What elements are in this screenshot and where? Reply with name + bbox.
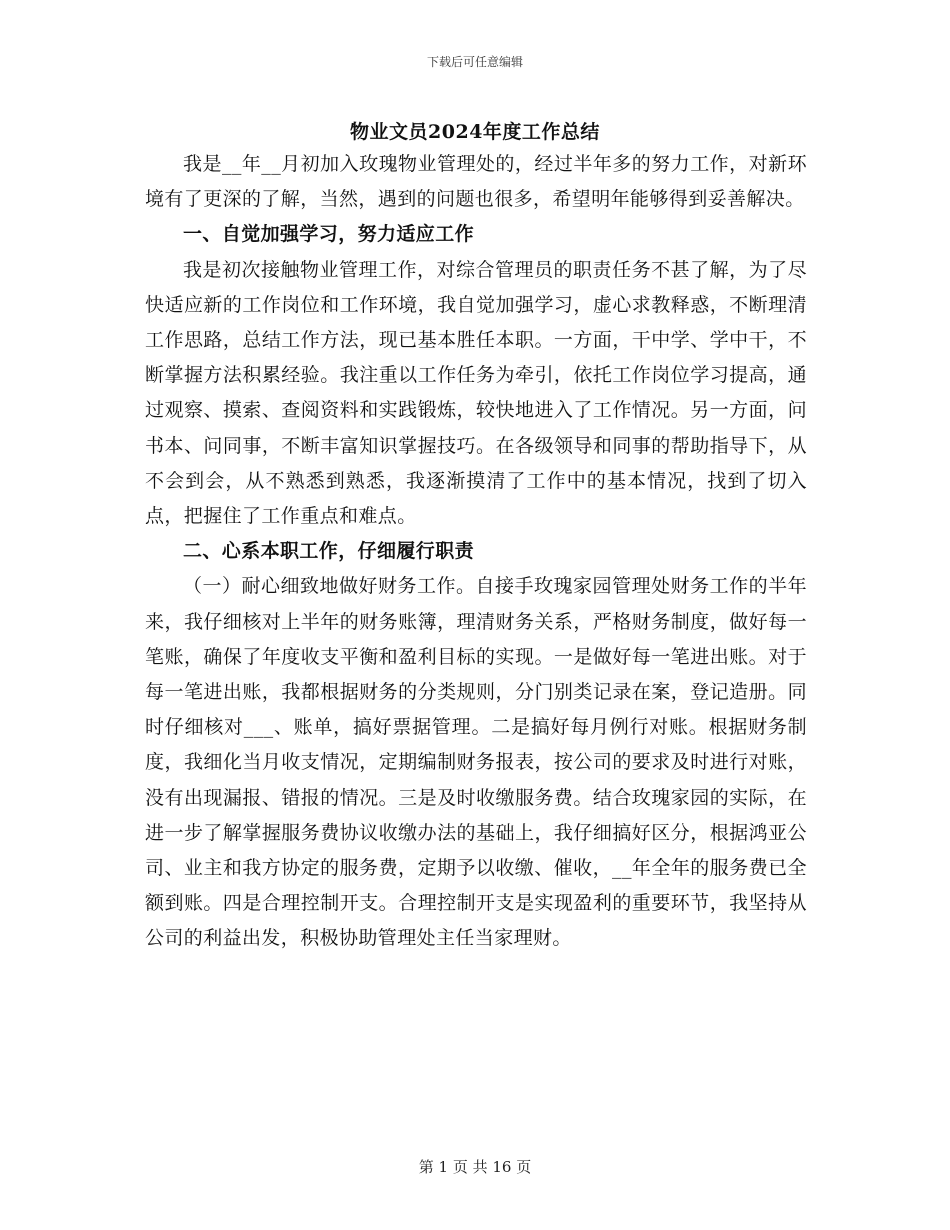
page-number: 第 1 页 共 16 页 <box>418 1158 532 1176</box>
section-1-paragraph: 我是初次接触物业管理工作，对综合管理员的职责任务不甚了解，为了尽快适应新的工作岗位和工作环境，我自觉加强学习，虚心求教释惑，不断理清工作思路，总结工作方法，现已基本胜任本职。一方面，干中学、学中干，不断掌握方法积累经验。我注重以工作任务为牵引，依托工作岗位学习提高，通过观察、摸索、查阅资料和实践锻炼，较快地进入了工作情况。另一方面，问书本、问同事，不断丰富知识掌握技巧。在各级领导和同事的帮助指导下，从不会到会，从不熟悉到熟悉，我逐渐摸清了工作中的基本情况，找到了切入点，把握住了工作重点和难点。 <box>145 258 807 528</box>
document-body <box>145 147 807 957</box>
page-header-note: 下载后可任意编辑 <box>426 55 523 69</box>
section-2-paragraph: （一）耐心细致地做好财务工作。自接手玫瑰家园管理处财务工作的半年来，我仔细核对上半年的财务账簿，理清财务关系，严格财务制度，做好每一笔账，确保了年度收支平衡和盈利目标的实现。一是做好每一笔进出账。对于每一笔进出账，我都根据财务的分类规则，分门别类记录在案，登记造册。同时仔细核对___、账单，搞好票据管理。二是搞好每月例行对账。根据财务制度，我细化当月收支情况，定期编制财务报表，按公司的要求及时进行对账，没有出现漏报、错报的情况。三是及时收缴服务费。结合玫瑰家园的实际，在进一步了解掌握服务费协议收缴办法的基础上，我仔细搞好区分，根据鸿亚公司、业主和我方协定的服务费，定期予以收缴、催收，__年全年的服务费已全额到账。四是合理控制开支。合理控制开支是实现盈利的重要环节，我坚持从公司的利益出发，积极协助管理处主任当家理财。 <box>145 575 807 950</box>
section-1-heading: 一、自觉加强学习，努力适应工作 <box>183 223 475 246</box>
section-2-heading: 二、心系本职工作，仔细履行职责 <box>183 540 475 563</box>
intro-paragraph: 我是__年__月初加入玫瑰物业管理处的，经过半年多的努力工作，对新环境有了更深的了解，当然，遇到的问题也很多，希望明年能够得到妥善解决。 <box>145 153 807 211</box>
document-title: 物业文员2024年度工作总结 <box>350 121 600 143</box>
